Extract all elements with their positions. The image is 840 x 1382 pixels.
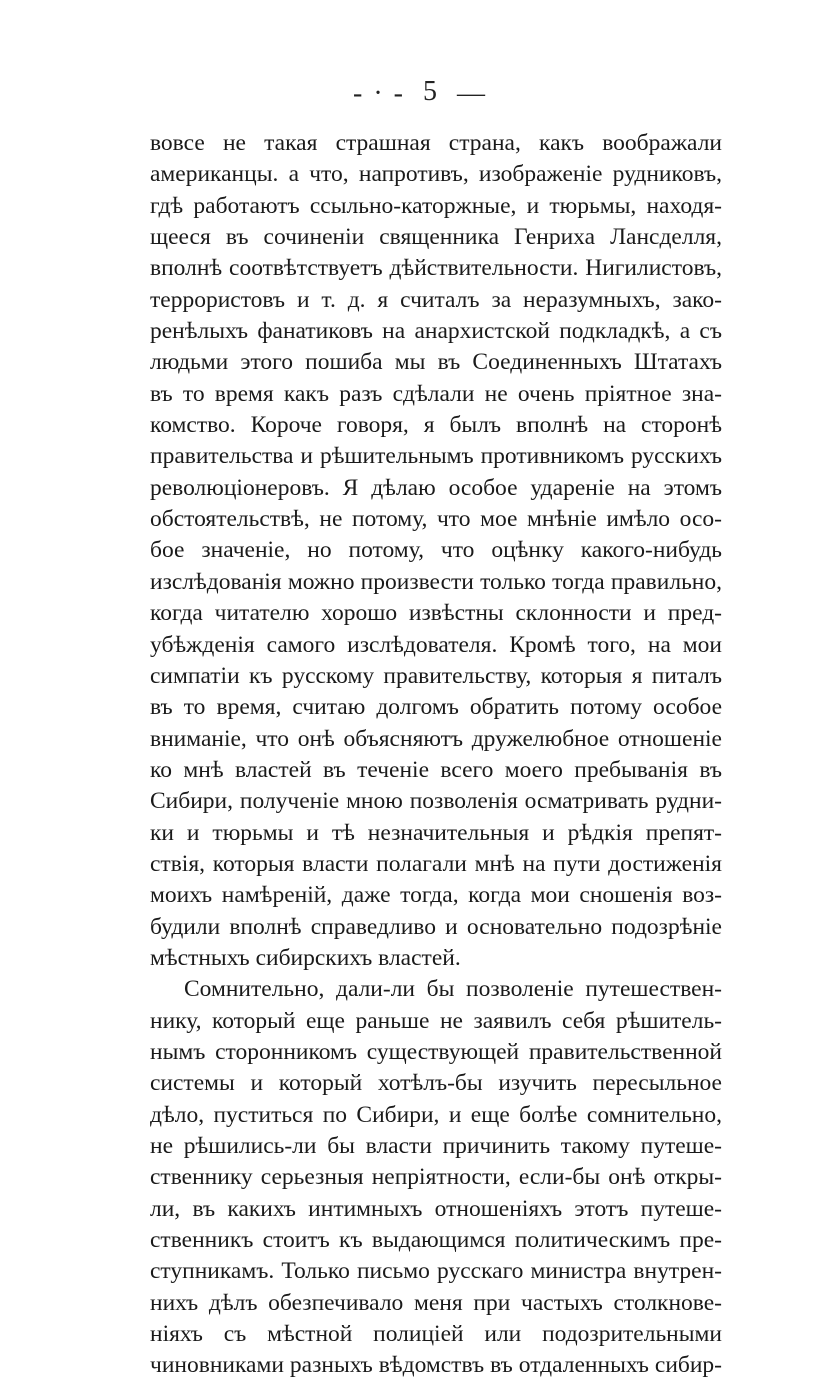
text-line: щееся въ сочиненіи священника Генриха Лансделля,	[150, 224, 722, 251]
text-line: ко мнѣ властей въ теченіе всего моего пребыванія въ	[150, 756, 722, 783]
text-line: когда читателю хорошо извѣстны склонности и пред-	[150, 600, 722, 627]
header-right-dashes: —	[456, 77, 487, 109]
text-line: комство. Короче говоря, я былъ вполнѣ на сторонѣ	[150, 412, 722, 439]
text-line: въ то время какъ разъ сдѣлали не очень пріятное зна-	[150, 380, 722, 407]
text-line: ренѣлыхъ фанатиковъ на анархистской подкладкѣ, а съ	[150, 318, 722, 345]
text-line: убѣжденія самого изслѣдователя. Кромѣ того, на мои	[150, 631, 722, 658]
text-line: вовсе не такая страшная страна, какъ воображали	[150, 130, 722, 156]
text-line: нику, который еще раньше не заявилъ себя рѣшитель-	[150, 1007, 722, 1034]
text-line: ствія, которыя власти полагали мнѣ на пути достиженія	[150, 850, 722, 877]
text-line: будили вполнѣ справедливо и основательно подозрѣніе	[150, 913, 722, 940]
text-line: ки и тюрьмы и тѣ незначительныя и рѣдкія препят-	[150, 819, 722, 846]
text-line: дѣло, пуститься по Сибири, и еще болѣе сомнительно,	[150, 1101, 722, 1128]
text-line: американцы. а что, напротивъ, изображеніе рудниковъ,	[150, 161, 722, 188]
text-line: террористовъ и т. д. я считалъ за неразумныхъ, зако-	[150, 286, 722, 313]
text-line: нымъ сторонникомъ существующей правительственной	[150, 1038, 722, 1065]
text-line: изслѣдованія можно произвести только тогда правильно,	[150, 568, 722, 595]
text-line: чиновниками разныхъ вѣдомствъ въ отдаленныхъ сибир-	[150, 1352, 722, 1379]
text-line: ніяхъ съ мѣстной полиціей или подозрительными	[150, 1321, 722, 1348]
text-line: моихъ намѣреній, даже тогда, когда мои сношенія воз-	[150, 882, 722, 909]
text-line: вниманіе, что онѣ объясняютъ дружелюбное отношеніе	[150, 725, 722, 752]
paragraph	[150, 974, 722, 1381]
page-number: 5	[422, 76, 439, 107]
body-text	[150, 128, 722, 1382]
text-line: обстоятельствѣ, не потому, что мое мнѣніе имѣло осо-	[150, 506, 722, 533]
text-line: людьми этого пошиба мы въ Соединенныхъ Штатахъ	[150, 349, 722, 376]
text-line: не рѣшились-ли бы власти причинить такому путеше-	[150, 1133, 722, 1159]
header-left-dashes: - · -	[353, 77, 405, 109]
text-line: Сибири, полученіе мною позволенія осматривать рудни-	[150, 788, 722, 815]
text-line: революціонеровъ. Я дѣлаю особое удареніе на этомъ	[150, 474, 722, 501]
text-line: мѣстныхъ сибирскихъ властей.	[150, 944, 461, 971]
paragraph	[150, 128, 722, 974]
text-line: ли, въ какихъ интимныхъ отношеніяхъ этотъ путеше-	[150, 1195, 722, 1222]
text-line: бое значеніе, но потому, что оцѣнку какого-нибудь	[150, 537, 722, 564]
page-header	[0, 76, 840, 110]
text-line: нихъ дѣлъ обезпечивало меня при частыхъ столкнове-	[150, 1289, 722, 1316]
text-line: вполнѣ соотвѣтствуетъ дѣйствительности. Нигилистовъ,	[150, 255, 722, 282]
text-line: ступникамъ. Только письмо русскаго министра внутрен-	[150, 1258, 722, 1285]
text-line: ственникъ стоитъ къ выдающимся политическимъ пре-	[150, 1227, 722, 1254]
text-line: Сомнительно, дали-ли бы позволеніе путешествен-	[184, 976, 722, 1003]
text-line: симпатіи къ русскому правительству, которыя я питалъ	[150, 662, 722, 689]
text-line: въ то время, считаю долгомъ обратить потому особое	[150, 694, 722, 721]
text-line: гдѣ работаютъ ссыльно-каторжные, и тюрьмы, находя-	[150, 192, 722, 219]
text-line: правительства и рѣшительнымъ противникомъ русскихъ	[150, 443, 722, 470]
text-line: системы и который хотѣлъ-бы изучить пересыльное	[150, 1070, 722, 1097]
text-line: ственнику серьезныя непріятности, если-бы онѣ откры-	[150, 1164, 722, 1191]
